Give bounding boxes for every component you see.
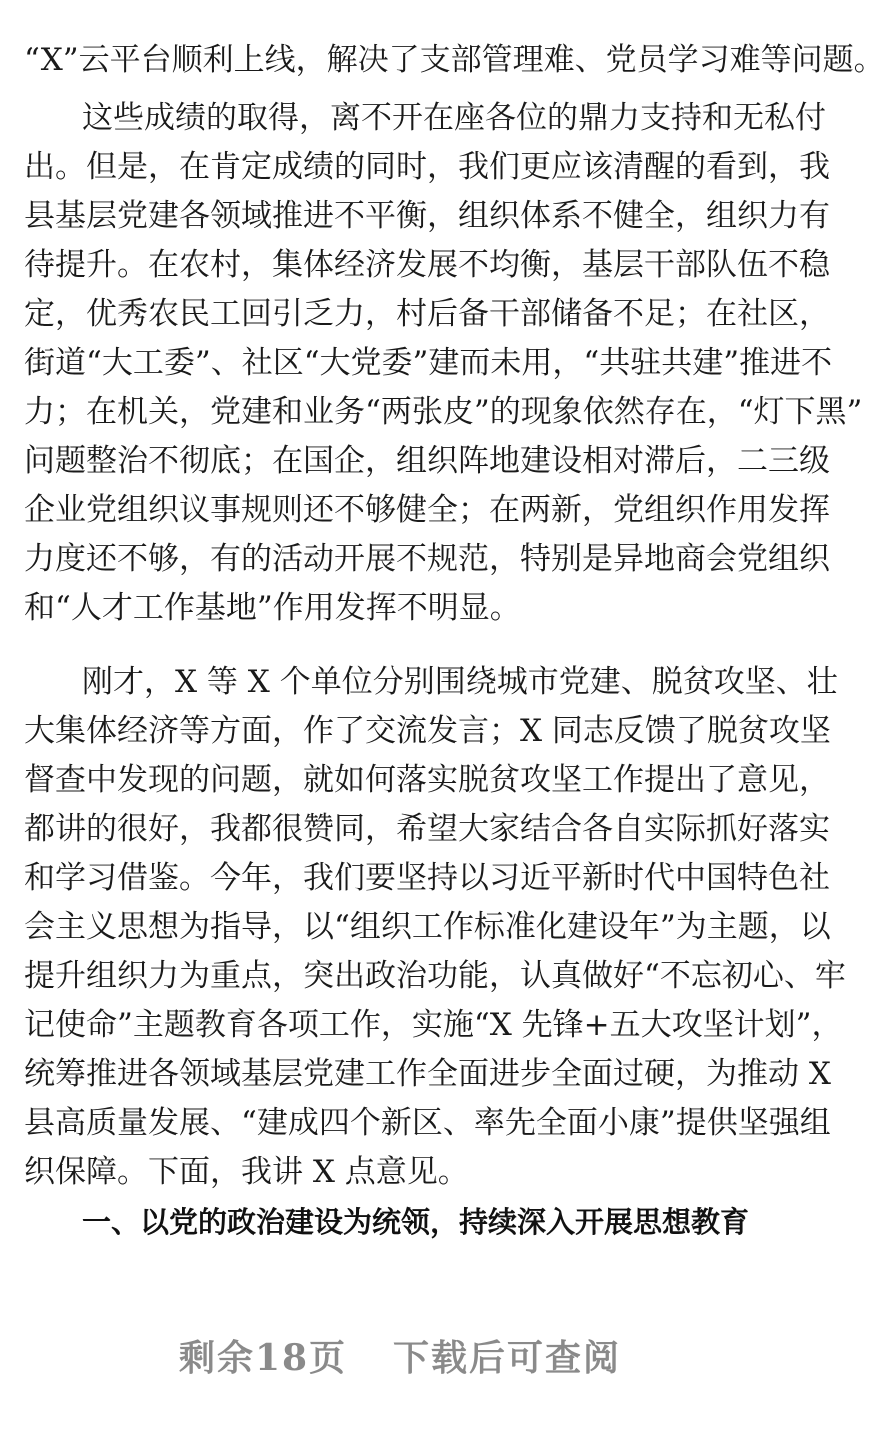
text-line: 都讲的很好，我都很赞同，希望大家结合各自实际抓好落实 [24, 811, 830, 847]
paragraph-end-line: 和“人才工作基地”作用发挥不明显。 [24, 590, 521, 626]
remaining-pages-label[interactable]: 剩余18页 [178, 1337, 348, 1379]
text-line: 待提升。在农村，集体经济发展不均衡，基层干部队伍不稳 [24, 247, 830, 283]
text-line: 出。但是，在肯定成绩的同时，我们更应该清醒的看到，我 [24, 149, 830, 185]
download-banner[interactable] [0, 1328, 800, 1388]
text-line: 街道“大工委”、社区“大党委”建而未用，“共驻共建”推进不 [24, 345, 833, 381]
paragraph-end-line: 织保障。下面，我讲 X 点意见。 [24, 1154, 469, 1190]
section-heading: 一、以党的政治建设为统领，持续深入开展思想教育 [82, 1205, 750, 1239]
text-line: 提升组织力为重点，突出政治功能，认真做好“不忘初心、牢 [24, 958, 846, 994]
text-line: 大集体经济等方面，作了交流发言；X 同志反馈了脱贫攻坚 [24, 713, 831, 749]
text-line: 会主义思想为指导，以“组织工作标准化建设年”为主题，以 [24, 909, 831, 945]
text-line: “X”云平台顺利上线，解决了支部管理难、党员学习难等问题。 [24, 42, 885, 78]
text-line: 记使命”主题教育各项工作，实施“X 先锋+五大攻坚计划”， [24, 1007, 843, 1043]
text-line: 企业党组织议事规则还不够健全；在两新，党组织作用发挥 [24, 492, 830, 528]
text-line: 督查中发现的问题，就如何落实脱贫攻坚工作提出了意见， [24, 762, 830, 798]
text-line: 县基层党建各领域推进不平衡，组织体系不健全，组织力有 [24, 198, 830, 234]
download-to-view-label[interactable]: 下载后可查阅 [393, 1337, 622, 1379]
text-line: 力；在机关，党建和业务“两张皮”的现象依然存在，“灯下黑” [24, 394, 863, 430]
text-line: 问题整治不彻底；在国企，组织阵地建设相对滞后，二三级 [24, 443, 830, 479]
text-line: 和学习借鉴。今年，我们要坚持以习近平新时代中国特色社 [24, 860, 830, 896]
text-line: 力度还不够，有的活动开展不规范，特别是异地商会党组织 [24, 541, 830, 577]
paragraph-start-line: 这些成绩的取得，离不开在座各位的鼎力支持和无私付 [82, 100, 826, 136]
text-line: 统筹推进各领域基层党建工作全面进步全面过硬，为推动 X [24, 1056, 831, 1092]
text-line: 定，优秀农民工回引乏力，村后备干部储备不足；在社区， [24, 296, 830, 332]
paragraph-start-line: 刚才，X 等 X 个单位分别围绕城市党建、脱贫攻坚、壮 [82, 664, 838, 700]
text-line: 县高质量发展、“建成四个新区、率先全面小康”提供坚强组 [24, 1105, 831, 1141]
